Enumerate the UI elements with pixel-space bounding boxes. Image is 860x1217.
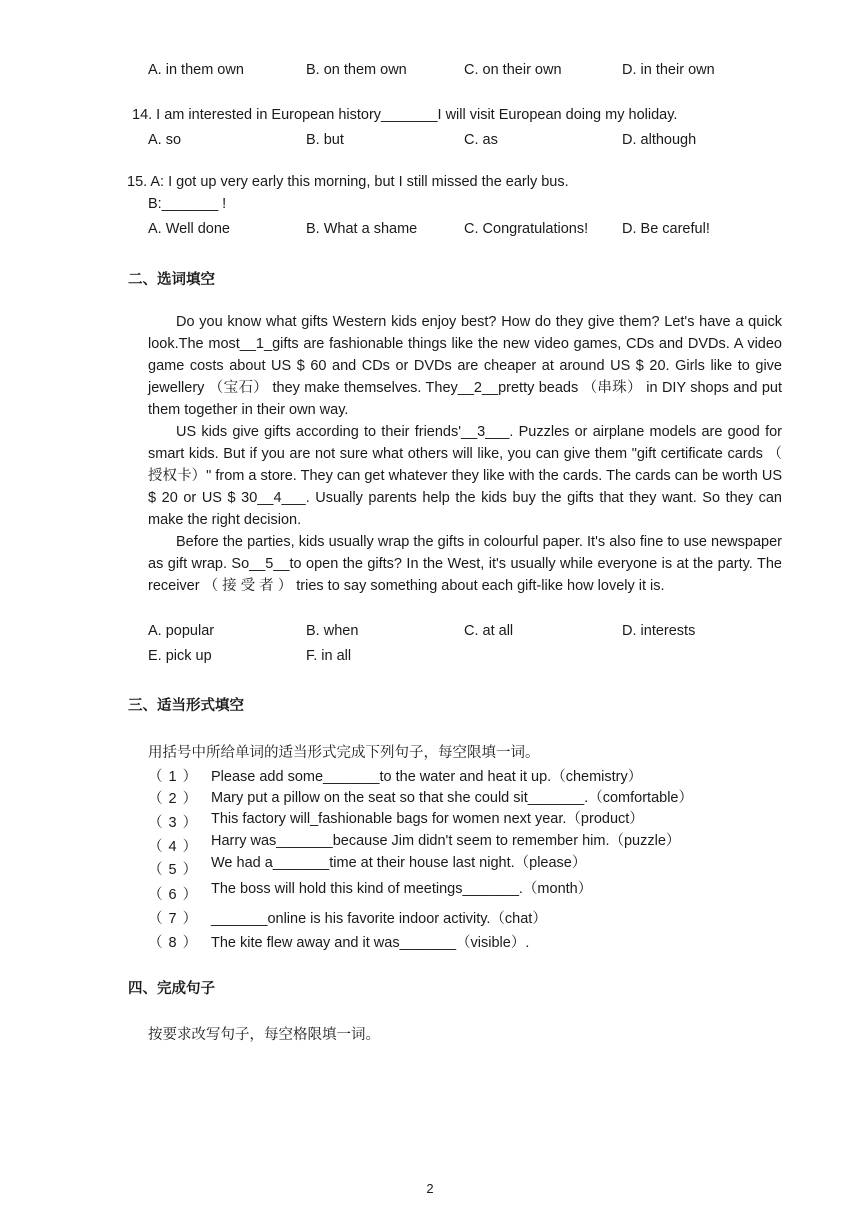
q13-option-c: C. on their own (464, 62, 562, 78)
p2-text-3: . Usually parents help the kids buy the gifts that they want. So they can make the right decision. (148, 490, 782, 528)
p2-text-2: . Puzzles or airplane models are good for smart kids. But if you are not sure what others will like, you can give them "gift certificate cards （ 授权卡）" from a store. They can get whatever they like with the cards. The cards can be worth US $ 20 or US $ 30 (148, 424, 782, 506)
section2-passage (148, 311, 782, 597)
p3-text-1: Before the parties, kids usually wrap the gifts in colourful paper. It's also fine to use newspaper as gift wrap. So (148, 534, 782, 572)
item-sentence: This factory will_fashionable bags for women next year.（product） (211, 811, 644, 827)
item-sentence: _______online is his favorite indoor activity.（chat） (211, 911, 547, 927)
item-number: （ 5 ） (148, 862, 199, 878)
item-number: （ 6 ） (148, 887, 199, 903)
item-sentence: Please add some_______to the water and heat it up.（chemistry） (211, 769, 643, 785)
s2-option-c: C. at all (464, 623, 514, 639)
blank-5: __5__ (249, 556, 290, 572)
section4-instruction: 按要求改写句子，每空格限填一词。 (148, 1027, 380, 1043)
item-sentence: Mary put a pillow on the seat so that she could sit_______.（comfortable） (211, 790, 693, 806)
q14-option-c: C. as (464, 132, 498, 148)
passage-paragraph-1 (148, 311, 782, 421)
s2-option-d: D. interests (622, 623, 696, 639)
section3-instruction: 用括号中所给单词的适当形式完成下列句子，每空限填一词。 (148, 745, 540, 761)
q13-option-d: D. in their own (622, 62, 715, 78)
item-number: （ 7 ） (148, 911, 199, 927)
item-sentence: The boss will hold this kind of meetings_______.（month） (211, 881, 593, 897)
p1-text-2: gifts are fashionable things like the new video games, CDs and DVDs. A video game costs about US $ 60 and CDs or DVDs are cheaper at around US $ 20. Girls like to give jewellery （宝石） they make themselves. They (148, 336, 782, 396)
item-sentence: Harry was_______because Jim didn't seem to remember him.（puzzle） (211, 833, 681, 849)
q14-stem: 14. I am interested in European history_______I will visit European doing my holiday. (132, 107, 678, 123)
item-sentence: We had a_______time at their house last night.（please） (211, 855, 587, 871)
section4-title: 四、完成句子 (128, 981, 215, 997)
q15-stem: 15. A: I got up very early this morning, but I still missed the early bus. (127, 174, 569, 190)
q15-option-d: D. Be careful! (622, 221, 710, 237)
section3-title: 三、适当形式填空 (128, 698, 244, 714)
s2-option-f: F. in all (306, 648, 352, 664)
q15-reply: B:_______ ! (148, 196, 227, 212)
item-number: （ 4 ） (148, 839, 199, 855)
passage-paragraph-2 (148, 421, 782, 531)
q15-option-b: B. What a shame (306, 221, 418, 237)
q15-option-c: C. Congratulations! (464, 221, 589, 237)
p1-text-3: pretty beads （串珠） in DIY shops and put them together in their own way. (148, 380, 782, 418)
item-number: （ 8 ） (148, 935, 199, 951)
q15-option-a: A. Well done (148, 221, 230, 237)
blank-3: __3___ (461, 424, 510, 440)
q14-option-b: B. but (306, 132, 344, 148)
s2-option-e: E. pick up (148, 648, 212, 664)
s2-option-b: B. when (306, 623, 359, 639)
blank-4: __4___ (257, 490, 306, 506)
blank-1: __1_ (239, 336, 273, 352)
blank-2: __2__ (457, 380, 499, 396)
q14-option-a: A. so (148, 132, 182, 148)
s2-option-a: A. popular (148, 623, 215, 639)
q14-option-d: D. although (622, 132, 697, 148)
item-number: （ 1 ） (148, 769, 199, 785)
item-number: （ 3 ） (148, 815, 199, 831)
p3-text-2: to open the gifts? In the West, it's usually while everyone is at the party. The receiver （ 接 受 者 ） tries to say something about each gift-like how lovely it is. (148, 556, 782, 594)
q13-option-a: A. in them own (148, 62, 244, 78)
p2-text-1: US kids give gifts according to their friends' (176, 424, 462, 440)
item-sentence: The kite flew away and it was_______（visible）. (211, 935, 530, 951)
page-number: 2 (426, 1181, 434, 1196)
p1-text-1: Do you know what gifts Western kids enjoy best? How do they give them? Let's have a quick look.The most (148, 314, 782, 352)
q13-option-b: B. on them own (306, 62, 407, 78)
section2-title: 二、选词填空 (128, 272, 215, 288)
item-number: （ 2 ） (148, 791, 199, 807)
passage-paragraph-3 (148, 531, 782, 597)
